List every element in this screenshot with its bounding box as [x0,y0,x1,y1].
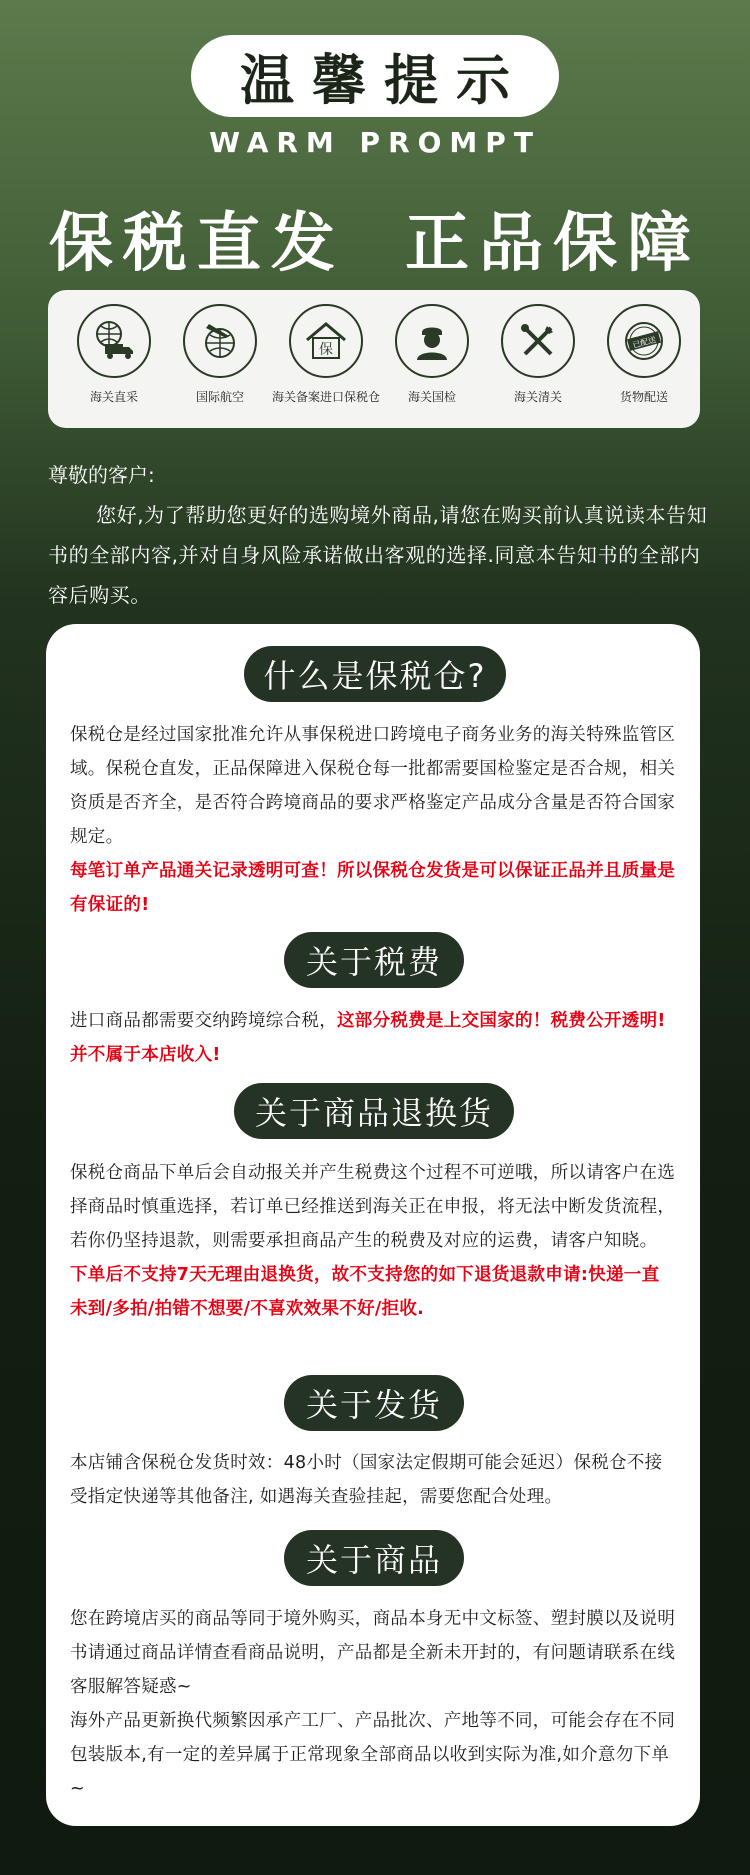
section-body-tax [70,1004,676,1072]
slogan: 保税直发 正品保障 [48,207,702,281]
greeting-body: 您好,为了帮助您更好的选购境外商品,请您在购买前认真说读本告知书的全部内容,并对自身风险承诺做出客观的选择.同意本告知书的全部内容后购买。 [48,503,708,607]
section-body-shipping [70,1446,676,1514]
warehouse-text: 保税仓是经过国家批准允许从事保税进口跨境电子商务业务的海关特殊监管区域。保税仓直发，正品保障进入保税仓每一批都需要国检鉴定是否合规，相关资质是否齐全，是否符合跨境商品的要求严格鉴定产品成分含量是否符合国家规定。 [70,725,676,847]
warehouse-highlight: 每笔订单产品通关记录透明可查！所以保税仓发货是可以保证正品并且质量是有保证的! [70,861,676,915]
service-icon-bar [48,290,700,428]
section-body-returns [70,1156,676,1326]
service-item-clearance [484,304,592,405]
icon-label: 海关备案进口保税仓 [272,390,381,404]
icon-label: 海关直采 [89,390,138,404]
returns-text: 保税仓商品下单后会自动报关并产生税费这个过程不可逆哦，所以请客户在选择商品时慎重选择，若订单已经推送到海关正在申报，将无法中断发货流程，若你仍坚持退款，则需要承担商品产生的税费及对应的运费，请客户知晓。 [70,1163,676,1251]
tax-highlight: 这部分税费是上交国家的！税费公开透明!并不属于本店收入! [70,1011,666,1065]
section-title-products: 关于商品 [284,1530,464,1586]
truck-globe-icon [77,304,151,378]
service-item-inspection [378,304,486,405]
notice-card [46,624,700,1826]
section-body-warehouse [70,718,676,922]
svg-text:已配送: 已配送 [631,334,658,350]
section-title-shipping: 关于发货 [284,1375,464,1431]
page-title: 温馨提示 [191,35,559,117]
section-title-tax: 关于税费 [284,932,464,988]
warehouse-bao-icon [289,304,363,378]
service-item-bonded-warehouse [272,304,380,405]
clearance-tools-icon [501,304,575,378]
greeting-salutation: 尊敬的客户: [48,463,155,487]
tax-text: 进口商品都需要交纳跨境综合税， [70,1011,337,1031]
icon-label: 国际航空 [195,390,244,404]
svg-text:保: 保 [319,342,333,358]
section-title-returns: 关于商品退换货 [234,1083,514,1139]
service-item-direct-purchase [60,304,168,405]
products-text-2: 海外产品更新换代频繁因承产工厂、产品批次、产地等不同，可能会存在不同包装版本,有一定的差异属于正常现象全部商品以收到实际为准,如介意勿下单~ [70,1711,676,1799]
icon-label: 货物配送 [619,390,668,404]
returns-highlight: 下单后不支持7天无理由退换货，故不支持您的如下退货退款申请:快递一直未到/多拍/拍错不想要/不喜欢效果不好/拒收. [70,1265,660,1319]
service-item-air [166,304,274,405]
service-item-delivery [590,304,698,405]
shipping-text: 本店铺含保税仓发货时效：48小时（国家法定假期可能会延迟）保税仓不接受指定快递等其他备注, 如遇海关查验挂起，需要您配合处理。 [70,1453,663,1507]
greeting [48,455,708,615]
inspector-person-icon [395,304,469,378]
icon-label: 海关清关 [513,390,562,404]
section-body-products [70,1602,676,1806]
products-text-1: 您在跨境店买的商品等同于境外购买，商品本身无中文标签、塑封膜以及说明书请通过商品详情查看商品说明，产品都是全新未开封的，有问题请联系在线客服解答疑惑~ [70,1609,676,1697]
shipped-stamp-icon [607,304,681,378]
airplane-globe-icon [183,304,257,378]
section-title-warehouse: 什么是保税仓? [244,646,506,702]
icon-label: 海关国检 [407,390,456,404]
page-subtitle: WARM PROMPT [209,126,541,159]
